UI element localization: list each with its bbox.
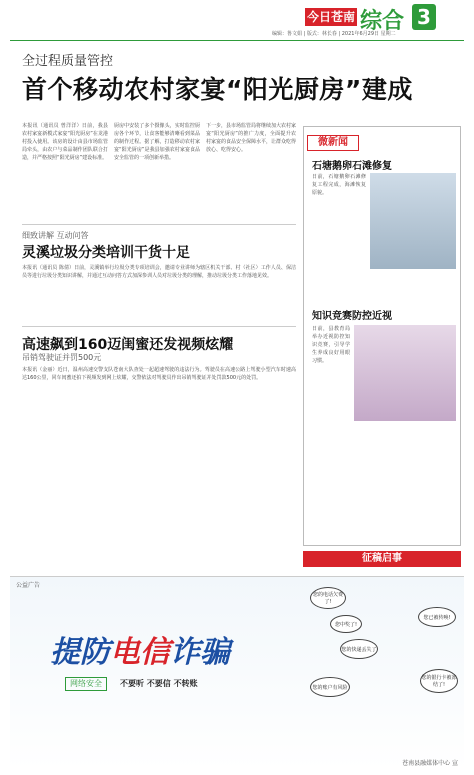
sidebar-item1-body: 日前，石塘鹅卵石滩修复工程完成，海滩恢复原貌。 (312, 174, 366, 196)
article2-kicker: 细致讲解 互动问答 (22, 231, 89, 240)
sidebar-item2-title: 知识竞赛防控近视 (312, 311, 392, 322)
ad-speech-bubble: 您的账户有风险 (310, 677, 350, 697)
ad-sponsor: 苍南县融媒体中心 宣 (402, 760, 458, 767)
masthead (0, 0, 474, 42)
lead-body-col3: 下一步，县市场监管局将继续加大农村家宴“阳光厨房”的推广力度，全面提升农村家宴的食品安全保障水平，让群众吃得放心、吃得安心。 (206, 123, 296, 153)
ad-speech-bubble: 您的银行卡被冻结了! (420, 669, 458, 693)
ad-slogan: 不要听 不要信 不转账 (120, 679, 198, 688)
ad-label: 公益广告 (16, 582, 41, 589)
public-service-ad (10, 576, 464, 770)
ad-speech-bubble: 您中奖了! (330, 615, 362, 633)
ad-speech-bubble: 您的快递丢失了 (340, 639, 378, 659)
sidebar-photo-beach (370, 173, 456, 269)
ad-title-part2: 电信 (110, 635, 170, 670)
sidebar-photo-contest (354, 325, 456, 421)
article2-headline: 灵溪垃圾分类培训干货十足 (22, 245, 190, 261)
page-number: 3 (412, 4, 436, 30)
sidebar-micro-news (303, 126, 461, 546)
lead-headline: 首个移动农村家宴“阳光厨房”建成 (22, 75, 413, 104)
masthead-rule (10, 40, 464, 41)
article3-body: 本报讯（金丽）近日，温州高速交警支队苍南大队查处一起超速驾驶的违法行为。驾驶员在高速公路上驾驶小型汽车时速高达160公里，同车闺蜜还拍下视频发到网上炫耀，交警依法对驾驶员作出吊销驾驶证并处罚款500元的处罚。 (22, 367, 296, 381)
ad-slogan-box: 网络安全 (65, 677, 107, 691)
call-for-papers-bar: 征稿启事 (303, 551, 461, 567)
sidebar-tag: 微新闻 (307, 135, 359, 151)
article2-body: 本报讯（通讯员 陈倩）日前，灵溪镇举行垃圾分类专项培训会，邀请专业讲师为辖区机关干部、村（社区）工作人员、保洁员等进行垃圾分类知识讲解，并通过互动问答方式加深参训人员对垃圾分类的理解，推动垃圾分类工作落地见效。 (22, 265, 296, 279)
sidebar-item2-body: 日前，县教育局举办近视防控知识竞赛，引导学生养成良好用眼习惯。 (312, 326, 350, 364)
ad-title-part1: 提防 (50, 635, 110, 670)
sidebar-item1-title: 石塘鹅卵石滩修复 (312, 161, 392, 172)
ad-speech-bubble: 您的电话欠费了! (310, 587, 346, 609)
ad-title-part3: 诈骗 (170, 635, 230, 670)
article3-headline: 高速飙到160迈闺蜜还发视频炫耀 (22, 337, 234, 353)
ad-speech-bubble: 您已被传唤! (418, 607, 456, 627)
masthead-section: 综合 (360, 9, 405, 34)
lead-body-col2: 厨房中安装了多个摄像头，实时监控厨房各个环节，让食客能够清晰看到菜品的制作过程。据了解，打造移动农村家宴“阳光厨房”是我县加强农村家宴食品安全监管的一项创新举措。 (114, 123, 200, 161)
article3-deck: 吊销驾驶证并罚500元 (22, 353, 102, 362)
masthead-info: 编辑：鲁文娟 | 版式：林长春 | 2021年6月29日 星期二 (272, 31, 396, 37)
lead-body-col1: 本报讯（通讯员 曾洋洋）日前，我县农村家宴新模式家宴“阳光厨房”在龙港村投入使用。该房的设计由县市场监管局牵头，由农户与菜品制作团队联合打造，并严格按照“阳光厨房”建设标准。 (22, 123, 108, 161)
divider (22, 326, 296, 327)
ad-headline (50, 627, 230, 671)
divider (22, 224, 296, 225)
lead-kicker: 全过程质量管控 (22, 54, 114, 69)
masthead-logo: 今日苍南 (306, 10, 355, 24)
